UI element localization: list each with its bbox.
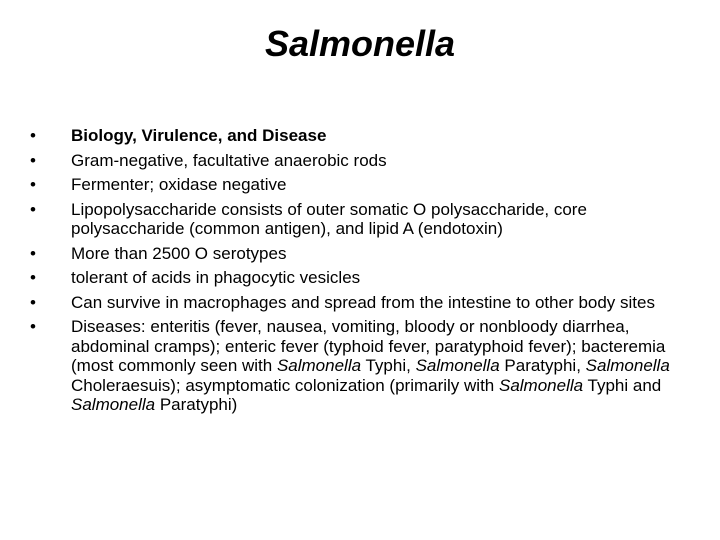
list-item-text: Biology, Virulence, and Disease xyxy=(71,126,327,145)
list-item xyxy=(30,268,694,288)
list-item-text: Gram-negative, facultative anaerobic rods xyxy=(71,150,387,170)
bullet-icon: • xyxy=(30,292,36,312)
bullet-list xyxy=(30,126,694,420)
list-item xyxy=(30,244,694,264)
bullet-icon: • xyxy=(30,150,36,170)
bullet-icon: • xyxy=(30,243,36,263)
list-item-text xyxy=(71,317,670,414)
bullet-icon: • xyxy=(30,268,36,287)
list-item-text: Can survive in macrophages and spread from the intestine to other body sites xyxy=(71,292,655,312)
bullet-icon: • xyxy=(30,175,36,194)
list-item xyxy=(30,126,694,146)
text-run: Typhi, xyxy=(361,356,416,375)
text-run: Typhi and xyxy=(583,375,662,395)
organism-name: Salmonella xyxy=(498,375,584,395)
list-item xyxy=(30,175,694,195)
text-run: Paratyphi, xyxy=(499,356,586,375)
list-item xyxy=(30,317,694,415)
list-item xyxy=(30,200,694,239)
list-item xyxy=(30,293,694,313)
bullet-icon: • xyxy=(30,317,36,336)
list-item-text: Lipopolysaccharide consists of outer somatic O polysaccharide, core polysaccharide (common antigen), and lipid A (endotoxin) xyxy=(71,199,587,238)
list-item xyxy=(30,151,694,171)
bullet-icon: • xyxy=(30,126,36,145)
text-run: Paratyphi) xyxy=(155,395,238,414)
organism-name: Salmonella xyxy=(276,356,362,375)
organism-name: Salmonella xyxy=(71,395,156,414)
list-item-text: tolerant of acids in phagocytic vesicles xyxy=(71,268,361,287)
text-run: Choleraesuis); asymptomatic colonization (primarily with xyxy=(71,375,499,395)
slide-title: Salmonella xyxy=(264,23,456,64)
text-run: Diseases: enteritis (fever, nausea, vomiting, bloody or nonbloody diarrhea, abdominal cramps); enteric fever (typhoid fever, paratyphoid fever); bacteremia (most commonly seen with xyxy=(71,317,666,375)
list-item-text: Fermenter; oxidase negative xyxy=(71,175,287,194)
organism-name: Salmonella xyxy=(585,356,670,375)
list-item-text: More than 2500 O serotypes xyxy=(71,243,287,263)
organism-name: Salmonella xyxy=(415,356,500,375)
bullet-icon: • xyxy=(30,199,36,219)
